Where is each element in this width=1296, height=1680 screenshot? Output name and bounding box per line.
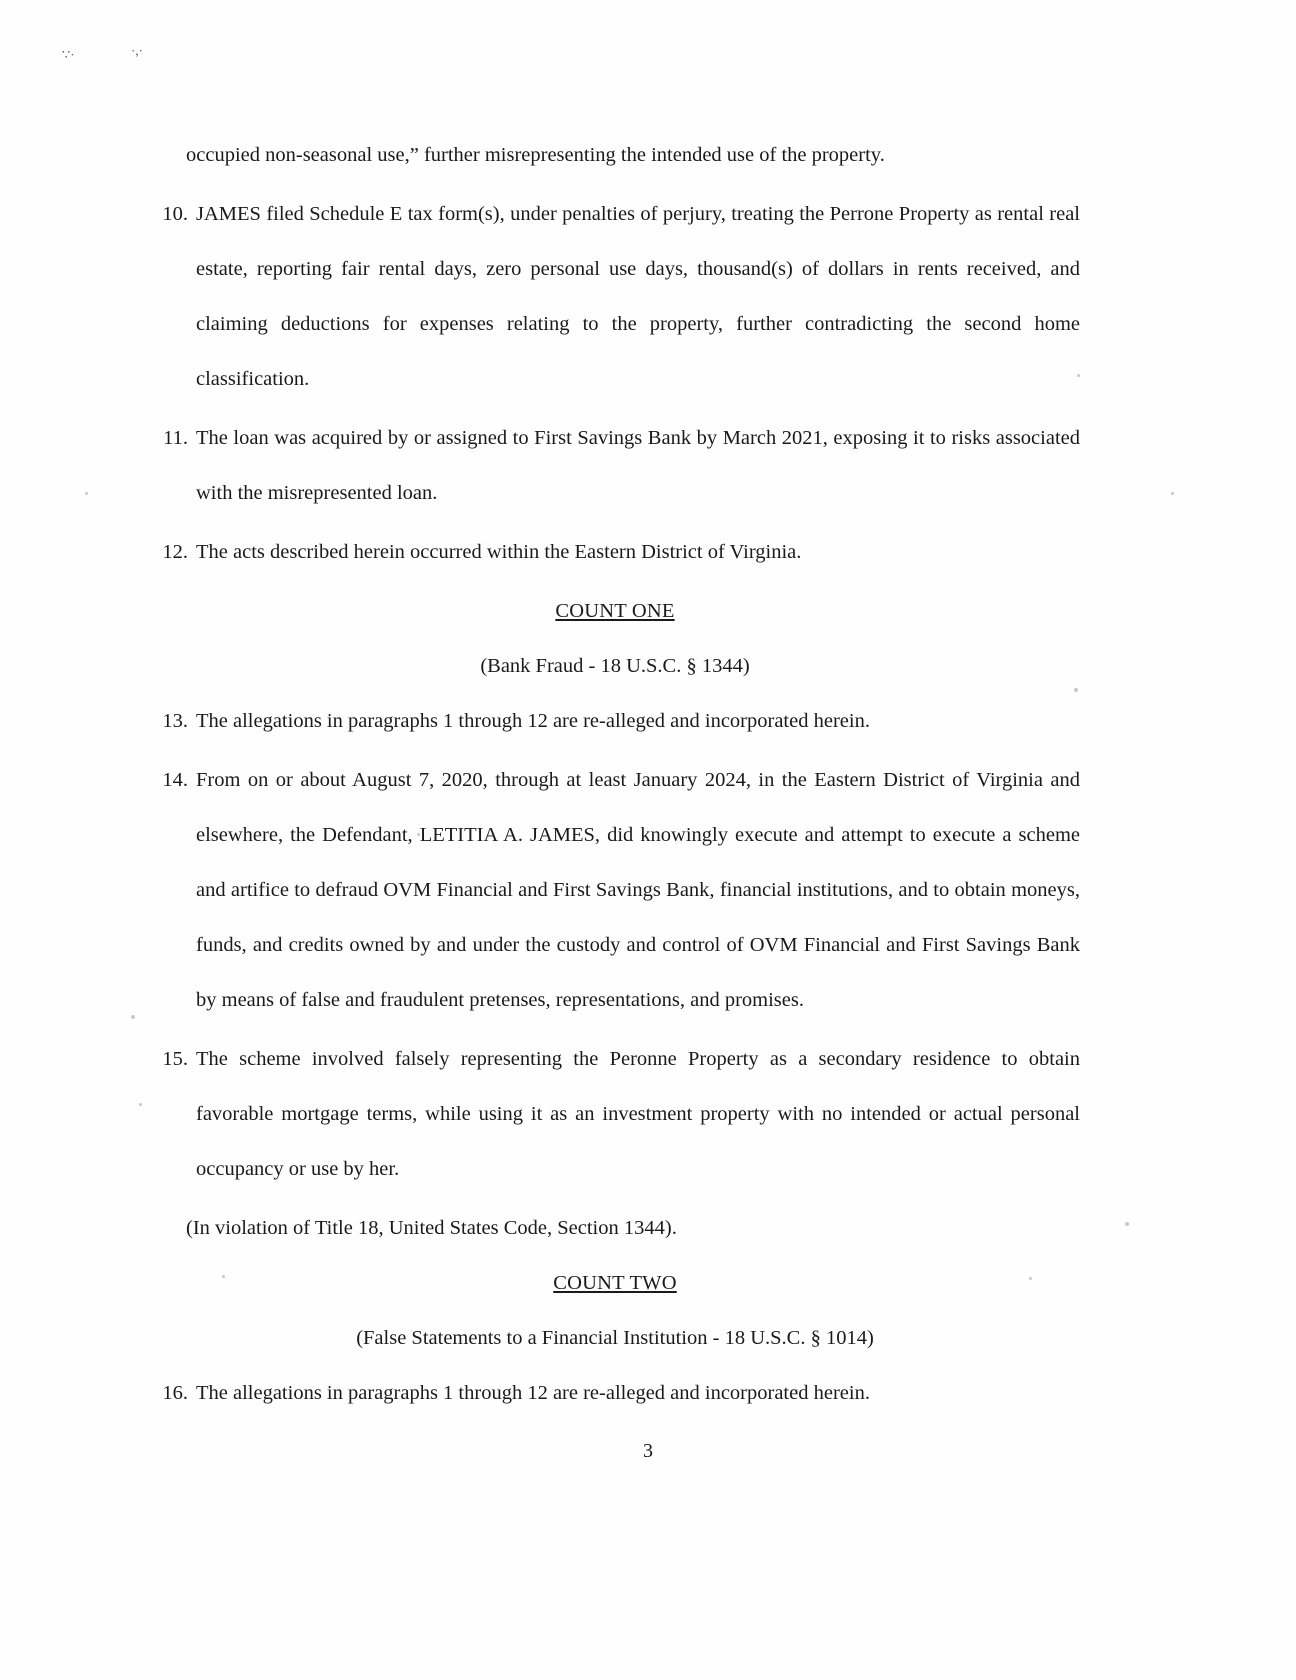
scan-speck: [1125, 1222, 1129, 1226]
paragraph-number: 11.: [163, 427, 188, 449]
numbered-paragraph-14: [150, 753, 1080, 1028]
paragraph-number: 15.: [162, 1048, 188, 1070]
scan-speck: [85, 492, 88, 495]
count-one-heading: COUNT ONE: [555, 600, 675, 622]
paragraph-text: From on or about August 7, 2020, through at least January 2024, in the Eastern District of Virginia and elsewhere, the Defendant, LETITIA A. JAMES, did knowingly execute and attempt to execute a scheme and artifice to defraud OVM Financial and First Savings Bank, financial institutions, and to obtain moneys, funds, and credits owned by and under the custody and control of OVM Financial and First Savings Bank by means of false and fraudulent pretenses, representations, and promises.: [196, 769, 1080, 1011]
numbered-paragraph-16: [150, 1366, 1080, 1421]
continued-sentence: occupied non-seasonal use,” further misrepresenting the intended use of the property.: [186, 144, 885, 166]
numbered-paragraph-13: [150, 694, 1080, 749]
count-one-violation-note: (In violation of Title 18, United States Code, Section 1344).: [186, 1217, 677, 1239]
scan-speck: [131, 1015, 135, 1019]
paragraph-text: The loan was acquired by or assigned to First Savings Bank by March 2021, exposing it to risks associated with the misrepresented loan.: [196, 427, 1080, 504]
paragraph-text: The allegations in paragraphs 1 through 12 are re-alleged and incorporated herein.: [196, 1382, 870, 1404]
numbered-paragraph-11: [150, 411, 1080, 521]
numbered-paragraph-10: [150, 187, 1080, 407]
paragraph-number: 16.: [162, 1382, 188, 1404]
numbered-paragraph-12: [150, 525, 1080, 580]
paragraph-number: 13.: [162, 710, 188, 732]
paragraph-number: 12.: [162, 541, 188, 563]
scan-speck: [139, 1103, 142, 1106]
paragraph-text: The allegations in paragraphs 1 through 12 are re-alleged and incorporated herein.: [196, 710, 870, 732]
paragraph-number: 14.: [162, 769, 188, 791]
count-one-subheading: (Bank Fraud - 18 U.S.C. § 1344): [480, 655, 750, 677]
paragraph-text: The acts described herein occurred within the Eastern District of Virginia.: [196, 541, 802, 563]
paragraph-number: 10.: [162, 203, 188, 225]
page-number: 3: [643, 1440, 653, 1462]
scan-artifact-mark-1: ∵·: [62, 47, 75, 62]
count-two-subheading: (False Statements to a Financial Institution - 18 U.S.C. § 1014): [356, 1327, 874, 1349]
numbered-paragraph-15: [150, 1032, 1080, 1197]
count-two-heading: COUNT TWO: [553, 1272, 677, 1294]
paragraph-text: The scheme involved falsely representing the Peronne Property as a secondary residence to obtain favorable mortgage terms, while using it as an investment property with no intended or actual personal occupancy or use by her.: [196, 1048, 1080, 1180]
scan-artifact-mark-2: ·,·: [131, 43, 143, 58]
scan-speck: [1171, 492, 1174, 495]
paragraph-text: JAMES filed Schedule E tax form(s), under penalties of perjury, treating the Perrone Property as rental real estate, reporting fair rental days, zero personal use days, thousand(s) of dollars in rents received, and claiming deductions for expenses relating to the property, further contradicting the second home classification.: [196, 203, 1080, 390]
document-body: [150, 128, 1080, 1425]
